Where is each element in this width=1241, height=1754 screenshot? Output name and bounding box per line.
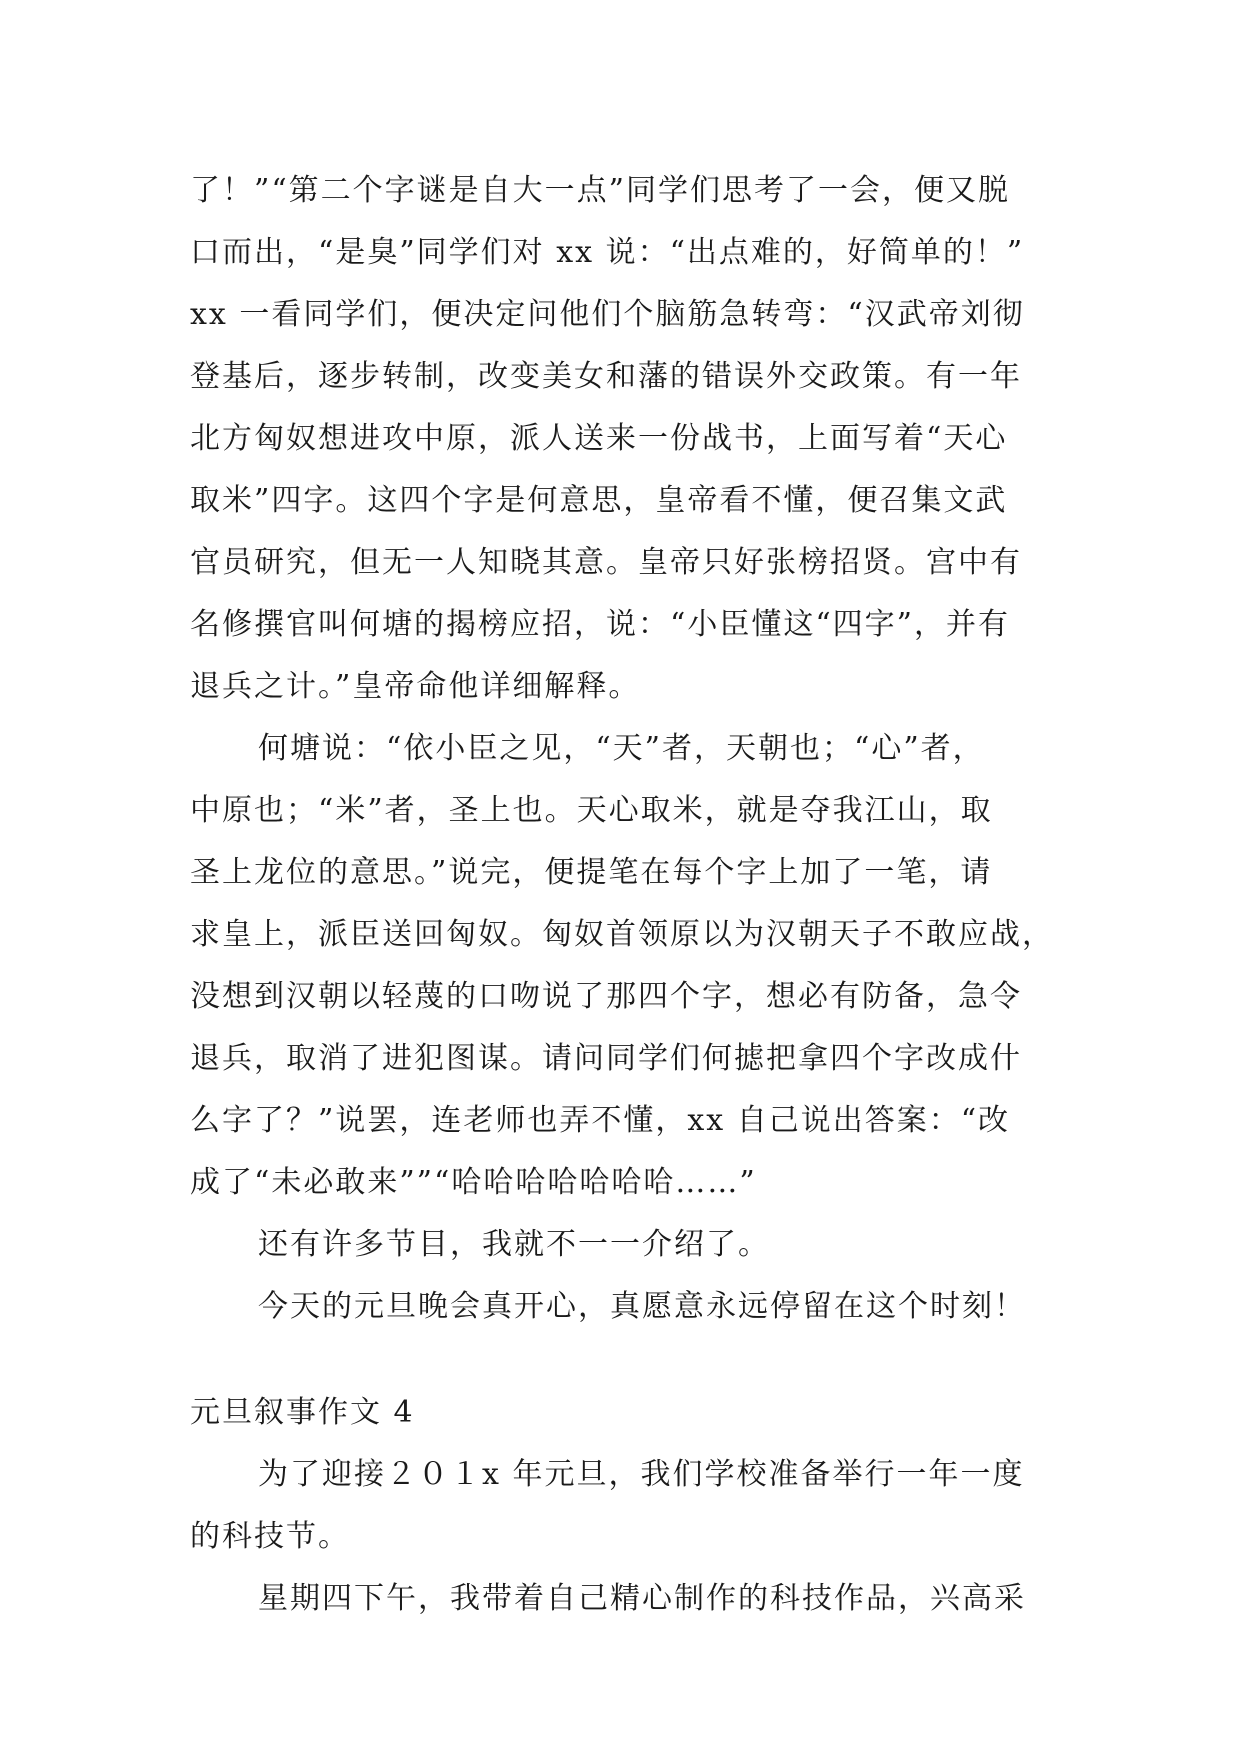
text-line: 为了迎接２０１x 年元旦，我们学校准备举行一年一度 [258,1457,1025,1492]
text-line: 何塘说：“依小臣之见，“天”者，天朝也；“心”者， [258,731,985,766]
text-line: 圣上龙位的意思。”说完，便提笔在每个字上加了一笔，请 [190,855,993,890]
text-line: 了！”“第二个字谜是自大一点”同学们思考了一会，便又脱 [190,173,1011,208]
section-gap [190,1338,1050,1382]
text-line: 北方匈奴想进攻中原，派人送来一份战书，上面写着“天心 [190,421,1008,456]
text-line: 名修撰官叫何塘的揭榜应招，说：“小臣懂这“四字”，并有 [190,607,1011,642]
text-line: 星期四下午，我带着自己精心制作的科技作品，兴高采 [258,1581,1026,1616]
text-line: 退兵之计。”皇帝命他详细解释。 [190,669,641,704]
text-line: 么字了？”说罢，连老师也弄不懂，xx 自己说出答案：“改 [190,1103,1011,1138]
text-line: 求皇上，派臣送回匈奴。匈奴首领原以为汉朝天子不敢应战， [190,917,1054,952]
text-line: 中原也；“米”者，圣上也。天心取米，就是夺我江山，取 [190,793,993,828]
text-line: 口而出，“是臭”同学们对 xx 说：“出点难的，好简单的！” [190,235,1025,270]
text-line: 退兵，取消了进犯图谋。请问同学们何摅把拿四个字改成什 [190,1041,1022,1076]
text-line: 的科技节。 [190,1519,350,1554]
paragraph-tech-festival [190,1444,1050,1568]
text-line: xx 一看同学们，便决定问他们个脑筋急转弯：“汉武帝刘彻 [190,297,1025,332]
paragraph-he-tang [190,718,1054,1214]
text-line: 取米”四字。这四个字是何意思，皇帝看不懂，便召集文武 [190,483,1008,518]
paragraph-riddles [190,160,1050,718]
section-title: 元旦叙事作文 4 [190,1395,415,1430]
paragraph-thursday [190,1568,1050,1630]
text-line: 登基后，逐步转制，改变美女和藩的错误外交政策。有一年 [190,359,1022,394]
text-line: 官员研究，但无一人知晓其意。皇帝只好张榜招贤。宫中有 [190,545,1022,580]
text-line: 没想到汉朝以轻蔑的口吻说了那四个字，想必有防备，急令 [190,979,1022,1014]
paragraph-more-programs: 还有许多节目，我就不一一介绍了。 [258,1227,770,1262]
text-line: 成了“未必敢来””“哈哈哈哈哈哈哈……” [190,1165,757,1200]
document-page [190,160,1054,1630]
paragraph-happy-ending: 今天的元旦晚会真开心，真愿意永远停留在这个时刻！ [258,1289,1026,1324]
